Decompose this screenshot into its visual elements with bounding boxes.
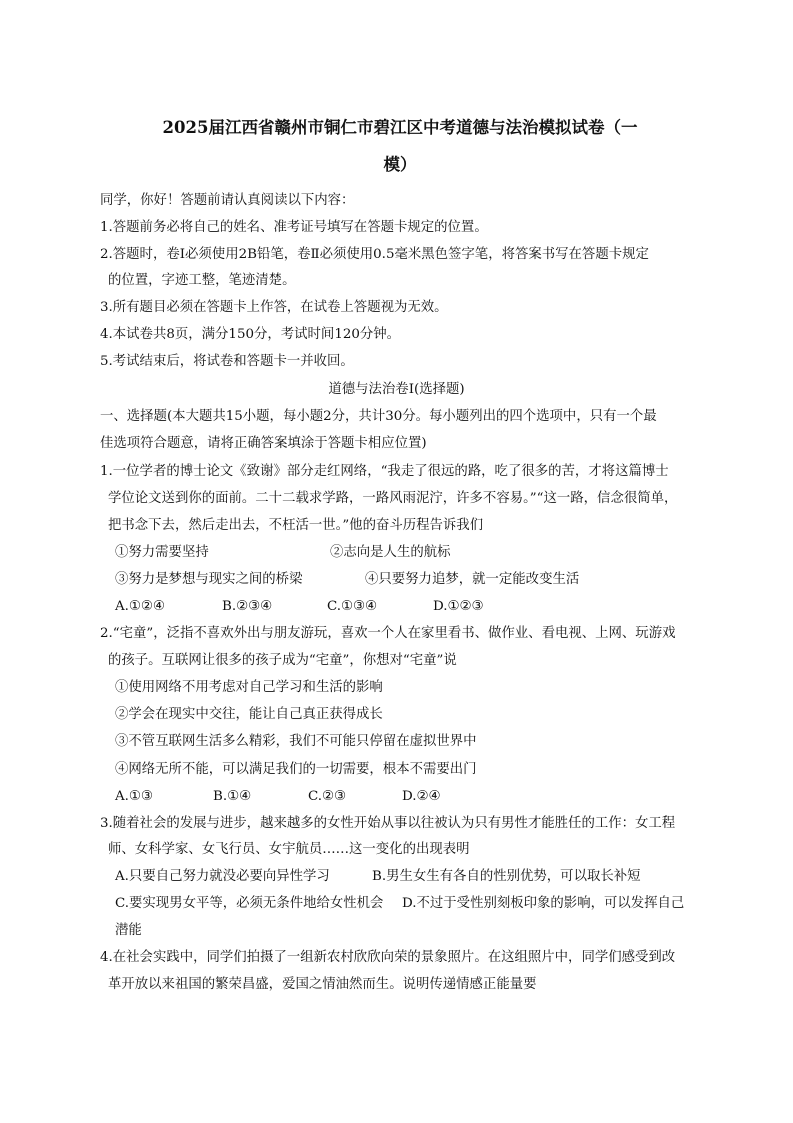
question-1-statement: ②志向是人生的航标 [330, 545, 451, 560]
question-2-statement: ①使用网络不用考虑对自己学习和生活的影响 [115, 680, 383, 695]
instruction-item: 4.本试卷共8页，满分150分，考试时间120分钟。 [100, 327, 401, 342]
question-3-option-d-continued: 潜能 [115, 923, 142, 938]
question-3-option-c: C.要实现男女平等，必须无条件地给女性机会 [115, 896, 384, 911]
question-1-option-c: C.①③④ [327, 599, 378, 614]
instruction-item: 5.考试结束后，将试卷和答题卡一并收回。 [100, 354, 354, 369]
question-1-statement: ④只要努力追梦，就一定能改变生活 [365, 572, 580, 587]
part-one-heading-continued: 佳选项符合题意，请将正确答案填涂于答题卡相应位置) [100, 436, 427, 451]
question-4-stem: 4.在社会实践中，同学们拍摄了一组新农村欣欣向荣的景象照片。在这组照片中，同学们感受到改 [100, 950, 676, 965]
question-3-stem: 3.随着社会的发展与进步，越来越多的女性开始从事以往被认为只有男性才能胜任的工作：女工程 [100, 816, 676, 831]
question-1-stem-continued: 学位论文送到你的面前。二十二载求学路，一路风雨泥泞，许多不容易。”“这一路，信念很简单， [108, 491, 678, 506]
instruction-item: 1.答题前务必将自己的姓名、准考证号填写在答题卡规定的位置。 [100, 220, 488, 235]
question-2-option-b: B.①④ [213, 789, 252, 804]
instruction-item: 3.所有题目必须在答题卡上作答，在试卷上答题视为无效。 [100, 300, 448, 315]
question-2-option-a: A.①③ [115, 789, 153, 804]
question-2-statement: ④网络无所不能，可以满足我们的一切需要，根本不需要出门 [115, 762, 477, 777]
section-title: 道德与法治卷Ⅰ(选择题) [328, 382, 465, 397]
question-1-option-a: A.①②④ [115, 599, 165, 614]
question-1-stem-continued: 把书念下去，然后走出去，不枉活一世。”他的奋斗历程告诉我们 [108, 518, 484, 533]
question-1-option-d: D.①②③ [433, 599, 484, 614]
question-3-option-d: D.不过于受性别刻板印象的影响，可以发挥自己 [402, 896, 685, 911]
question-2-stem: 2.“宅童”，泛指不喜欢外出与朋友游玩，喜欢一个人在家里看书、做作业、看电视、上网、玩游戏 [100, 626, 676, 641]
question-1-stem: 1.一位学者的博士论文《致谢》部分走红网络，“我走了很远的路，吃了很多的苦，才将这篇博士 [100, 464, 669, 479]
question-1-statement: ③努力是梦想与现实之间的桥梁 [115, 572, 303, 587]
part-one-heading: 一、选择题(本大题共15小题，每小题2分，共计30分。每小题列出的四个选项中，只有一个最 [100, 409, 657, 424]
question-1-option-b: B.②③④ [222, 599, 273, 614]
question-3-option-b: B.男生女生有各自的性别优势，可以取长补短 [372, 869, 641, 884]
exam-title-line-2: 模） [383, 155, 417, 174]
question-1-statement: ①努力需要坚持 [115, 545, 209, 560]
question-3-stem-continued: 师、女科学家、女飞行员、女宇航员……这一变化的出现表明 [108, 842, 470, 857]
instruction-item: 2.答题时，卷Ⅰ必须使用2B铅笔，卷Ⅱ必须使用0.5毫米黑色签字笔，将答案书写在答题卡规定 [100, 247, 649, 262]
instruction-item-continued: 的位置，字迹工整，笔迹清楚。 [108, 273, 296, 288]
question-2-statement: ②学会在现实中交往，能让自己真正获得成长 [115, 707, 383, 722]
question-2-statement: ③不管互联网生活多么精彩，我们不可能只停留在虚拟世界中 [115, 734, 477, 749]
instructions-greeting: 同学，你好！答题前请认真阅读以下内容： [100, 193, 355, 208]
question-4-stem-continued: 革开放以来祖国的繁荣昌盛，爱国之情油然而生。说明传递情感正能量要 [108, 977, 537, 992]
question-2-stem-continued: 的孩子。互联网让很多的孩子成为“宅童”，你想对“宅童”说 [108, 653, 457, 668]
exam-title-line-1: 2025届江西省赣州市铜仁市碧江区中考道德与法治模拟试卷（一 [162, 118, 638, 137]
question-2-option-d: D.②④ [402, 789, 441, 804]
question-3-option-a: A.只要自己努力就没必要向异性学习 [115, 869, 330, 884]
question-2-option-c: C.②③ [308, 789, 347, 804]
